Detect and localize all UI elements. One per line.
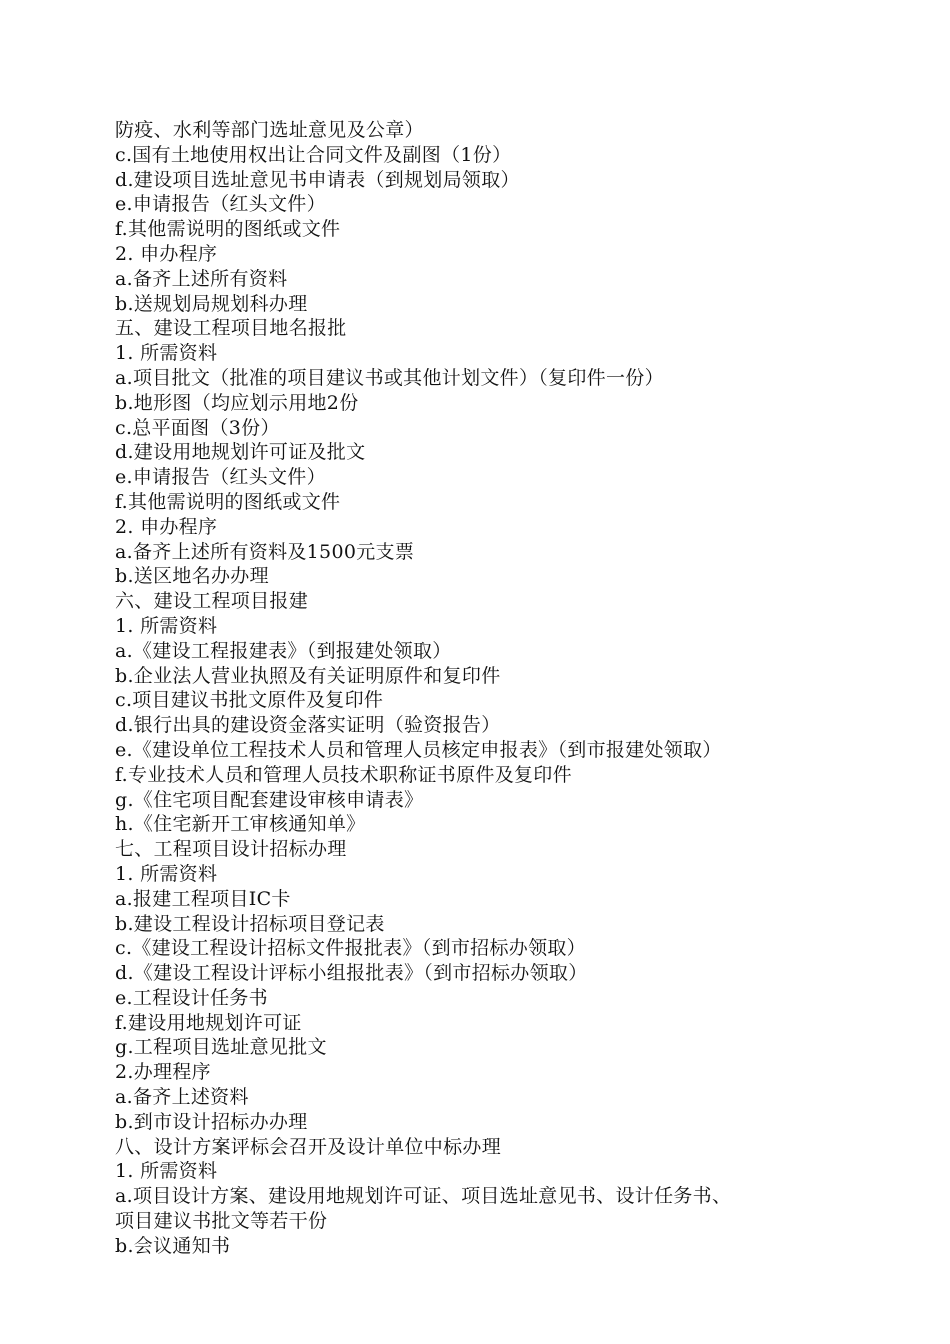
text-line: f.专业技术人员和管理人员技术职称证书原件及复印件	[115, 763, 572, 786]
text-line: b.地形图（均应划示用地2份	[115, 391, 359, 414]
text-line: c.总平面图（3份）	[115, 416, 280, 439]
section-heading: 五、建设工程项目地名报批	[115, 317, 347, 340]
text-line: 1. 所需资料	[115, 614, 218, 637]
text-line: b.企业法人营业执照及有关证明原件和复印件	[115, 664, 501, 687]
text-line: h.《住宅新开工审核通知单》	[115, 813, 366, 836]
text-line: c.《建设工程设计招标文件报批表》（到市招标办领取）	[115, 937, 586, 960]
text-line: c.国有土地使用权出让合同文件及副图（1份）	[115, 143, 512, 166]
text-line: f.其他需说明的图纸或文件	[115, 490, 341, 513]
text-line: b.送规划局规划科办理	[115, 292, 308, 315]
text-line: 2. 申办程序	[115, 515, 218, 538]
text-line: e.申请报告（红头文件）	[115, 193, 326, 216]
text-line: e.工程设计任务书	[115, 986, 268, 1009]
text-line: 2. 申办程序	[115, 242, 218, 265]
text-line: b.送区地名办办理	[115, 565, 269, 588]
document-body	[115, 118, 875, 1259]
text-line: a.《建设工程报建表》（到报建处领取）	[115, 639, 452, 662]
text-line: b.建设工程设计招标项目登记表	[115, 912, 385, 935]
text-line: 1. 所需资料	[115, 342, 218, 365]
text-line: 2.办理程序	[115, 1061, 211, 1084]
text-line: a.项目批文（批准的项目建议书或其他计划文件）（复印件一份）	[115, 366, 664, 389]
text-line: a.备齐上述资料	[115, 1086, 249, 1109]
text-line: 项目建议书批文等若干份	[115, 1210, 328, 1233]
text-line: 1. 所需资料	[115, 1160, 218, 1183]
text-line: d.建设项目选址意见书申请表（到规划局领取）	[115, 168, 520, 191]
text-line: 防疫、水利等部门选址意见及公章）	[115, 119, 424, 141]
text-line: 1. 所需资料	[115, 862, 218, 885]
text-line: a.项目设计方案、建设用地规划许可证、项目选址意见书、设计任务书、	[115, 1185, 732, 1208]
text-line: b.到市设计招标办办理	[115, 1110, 308, 1133]
section-heading: 七、工程项目设计招标办理	[115, 838, 347, 861]
text-line: b.会议通知书	[115, 1234, 231, 1257]
section-heading: 六、建设工程项目报建	[115, 590, 309, 613]
text-line: f.其他需说明的图纸或文件	[115, 218, 341, 241]
text-line: e.申请报告（红头文件）	[115, 466, 326, 489]
text-line: d.建设用地规划许可证及批文	[115, 441, 366, 464]
text-line: a.备齐上述所有资料及1500元支票	[115, 540, 415, 563]
text-line: f.建设用地规划许可证	[115, 1011, 302, 1034]
text-line: d.《建设工程设计评标小组报批表》（到市招标办领取）	[115, 962, 588, 985]
text-line: c.项目建议书批文原件及复印件	[115, 689, 384, 712]
section-heading: 八、设计方案评标会召开及设计单位中标办理	[115, 1135, 502, 1158]
text-line: a.备齐上述所有资料	[115, 267, 288, 290]
text-line: e.《建设单位工程技术人员和管理人员核定申报表》（到市报建处领取）	[115, 738, 722, 761]
text-line: g.《住宅项目配套建设审核申请表》	[115, 788, 424, 811]
text-line: g.工程项目选址意见批文	[115, 1036, 327, 1059]
text-line: d.银行出具的建设资金落实证明（验资报告）	[115, 714, 501, 737]
text-line: a.报建工程项目IC卡	[115, 887, 291, 910]
